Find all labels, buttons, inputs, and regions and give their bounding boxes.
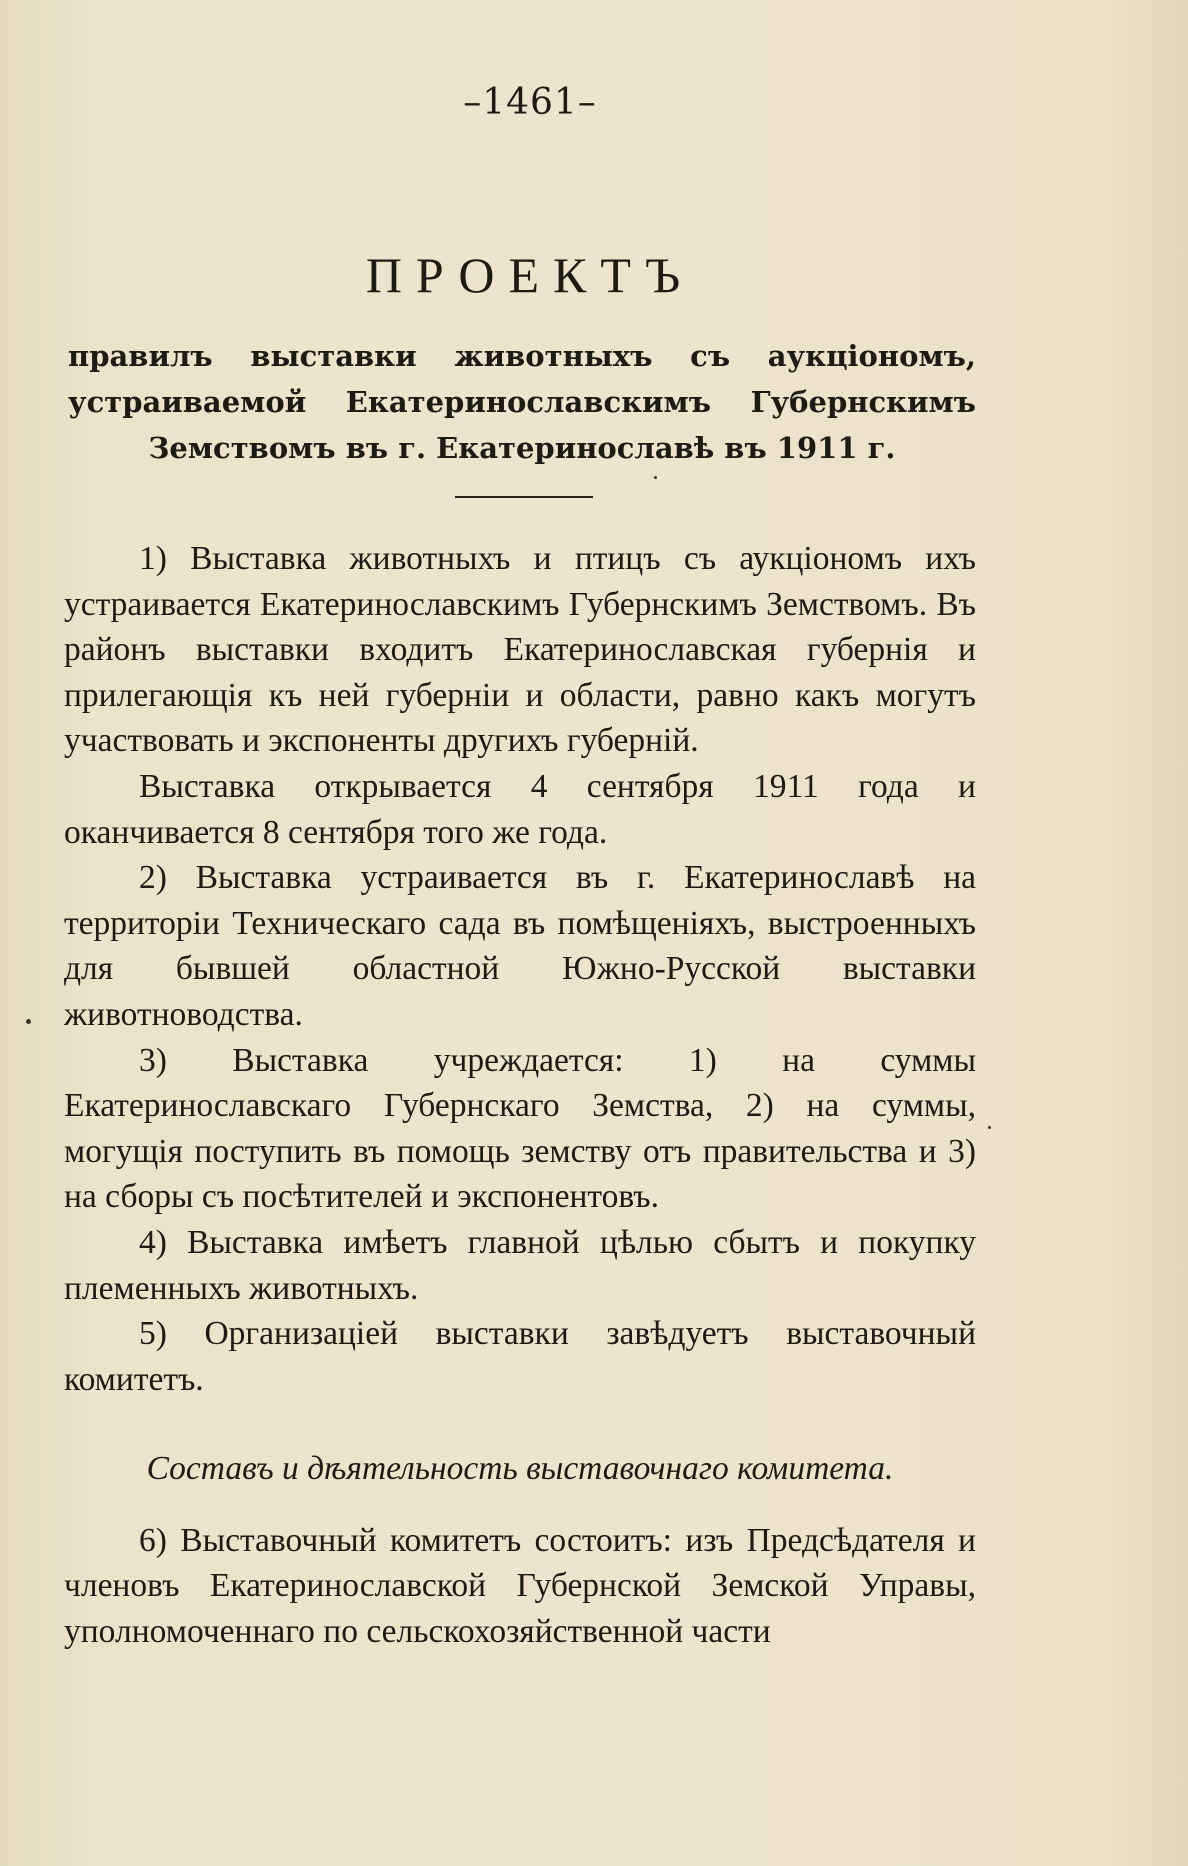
title-divider [455, 496, 593, 498]
document-subtitle: правилъ выставки животныхъ съ аукціономъ, устраиваемой Екатеринославскимъ Губернскимъ Земствомъ въ г. Екатеринославѣ въ 1911 г. [68, 339, 976, 465]
paragraph-5: 5) Организаціей выставки завѣдуетъ выставочный комитетъ. [64, 1315, 976, 1398]
paragraph-1-dates: Выставка открывается 4 сентября 1911 года и оканчивается 8 сентября того же года. [64, 767, 976, 851]
page-number: –1461– [463, 82, 597, 123]
paragraph-3: 3) Выставка учреждается: 1) на суммы Екатеринославскаго Губернскаго Земства, 2) на суммы, могущія поступить въ помощь земству отъ правительства и 3) на сборы съ посѣтителей и экспонентовъ. [64, 1041, 976, 1216]
section-heading: Составъ и дѣятельность выставочнаго комитета. [146, 1450, 894, 1488]
paragraph-4: 4) Выставка имѣетъ главной цѣлью сбытъ и покупку племенныхъ животныхъ. [64, 1223, 976, 1307]
paragraph-2: 2) Выставка устраивается въ г. Екатеринославѣ на территоріи Техническаго сада въ помѣщеніяхъ, выстроенныхъ для бывшей областной Южно-Русской выставки животноводства. [64, 859, 976, 1033]
paper-speck [654, 476, 657, 479]
paragraph-1: 1) Выставка животныхъ и птицъ съ аукціономъ ихъ устраивается Екатеринославскимъ Губернскимъ Земствомъ. Въ районъ выставки входитъ Екатеринославская губернія и прилегающія къ ней губерніи и области, равно какъ могутъ участвовать и экспоненты другихъ губерній. [64, 540, 976, 760]
paper-speck [26, 1019, 31, 1024]
document-body [64, 536, 976, 1655]
document-title: ПРОЕКТЪ [365, 247, 695, 303]
paragraph-6: 6) Выставочный комитетъ состоитъ: изъ Предсѣдателя и членовъ Екатеринославской Губернской Земской Управы, уполномоченнаго по сельскохозяйственной части [64, 1521, 976, 1651]
paper-speck [988, 1126, 991, 1129]
